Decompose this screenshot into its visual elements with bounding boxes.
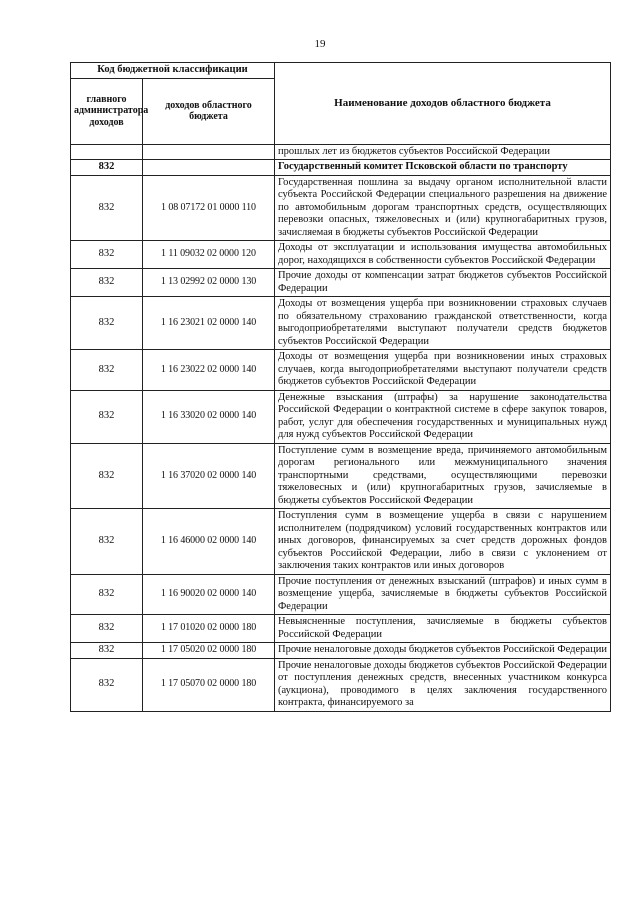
table-body (71, 144, 611, 711)
admin-code-cell: 832 (71, 643, 143, 659)
admin-code-cell: 832 (71, 160, 143, 176)
table-row (71, 269, 611, 297)
header-chief-administrator: главного администратора доходов (71, 78, 143, 144)
table-row (71, 160, 611, 176)
admin-code-cell: 832 (71, 509, 143, 575)
table-row (71, 175, 611, 241)
income-name-cell: Доходы от возмещения ущерба при возникновении иных страховых случаев, когда выгодоприобретателями выступают получатели средств бюджетов субъектов Российской Федерации (275, 350, 611, 391)
income-code-cell: 1 16 37020 02 0000 140 (143, 443, 275, 509)
income-code-cell: 1 16 46000 02 0000 140 (143, 509, 275, 575)
income-name-cell: Доходы от возмещения ущерба при возникновении страховых случаев по обязательному страхованию гражданской ответственности, когда выгодоприобретателями выступают получатели средств бюджетов субъектов Российской Федерации (275, 297, 611, 350)
admin-code-cell: 832 (71, 615, 143, 643)
income-code-cell (143, 144, 275, 160)
table-row (71, 297, 611, 350)
admin-code-cell: 832 (71, 574, 143, 615)
admin-code-cell: 832 (71, 297, 143, 350)
income-name-cell: Государственная пошлина за выдачу органом исполнительной власти субъекта Российской Федерации специального разрешения на движение по автомобильным дорогам транспортных средств, осуществляющих перевозки опасных, тяжеловесных и (или) крупногабаритных грузов, зачисляемая в бюджеты субъектов Российской Федерации (275, 175, 611, 241)
admin-code-cell: 832 (71, 241, 143, 269)
income-code-cell: 1 13 02992 02 0000 130 (143, 269, 275, 297)
income-name-cell: Доходы от эксплуатации и использования имущества автомобильных дорог, находящихся в собственности субъектов Российской Федерации (275, 241, 611, 269)
admin-code-cell: 832 (71, 175, 143, 241)
income-name-cell: Денежные взыскания (штрафы) за нарушение законодательства Российской Федерации о контрактной системе в сфере закупок товаров, работ, услуг для обеспечения государственных и муниципальных нужд для нужд субъектов Российской Федерации (275, 390, 611, 443)
income-code-cell: 1 16 23021 02 0000 140 (143, 297, 275, 350)
table-row (71, 658, 611, 711)
income-code-cell: 1 17 05070 02 0000 180 (143, 658, 275, 711)
admin-code-cell (71, 144, 143, 160)
income-code-cell: 1 16 33020 02 0000 140 (143, 390, 275, 443)
table-row (71, 643, 611, 659)
income-code-cell: 1 17 05020 02 0000 180 (143, 643, 275, 659)
income-name-cell: Прочие неналоговые доходы бюджетов субъектов Российской Федерации (275, 643, 611, 659)
table-row (71, 615, 611, 643)
income-name-cell: Невыясненные поступления, зачисляемые в бюджеты субъектов Российской Федерации (275, 615, 611, 643)
table-row (71, 509, 611, 575)
income-name-cell: Прочие поступления от денежных взысканий (штрафов) и иных сумм в возмещение ущерба, зачисляемые в бюджеты субъектов Российской Федерации (275, 574, 611, 615)
table-row (71, 574, 611, 615)
income-name-cell: прошлых лет из бюджетов субъектов Российской Федерации (275, 144, 611, 160)
table-row (71, 241, 611, 269)
income-name-cell: Поступление сумм в возмещение вреда, причиняемого автомобильным дорогам регионального или межмуниципального значения транспортными средствами, осуществляющими перевозки тяжеловесных и (или) крупногабаритных грузов, зачисляемые в бюджеты субъектов Российской Федерации (275, 443, 611, 509)
budget-classification-table (70, 62, 611, 712)
header-regional-income: доходов областного бюджета (143, 78, 275, 144)
header-budget-classification-code: Код бюджетной классификации (71, 63, 275, 79)
income-name-cell: Государственный комитет Псковской области по транспорту (275, 160, 611, 176)
admin-code-cell: 832 (71, 658, 143, 711)
table-row (71, 144, 611, 160)
income-name-cell: Поступления сумм в возмещение ущерба в связи с нарушением исполнителем (подрядчиком) условий государственных контрактов или иных договоров, финансируемых за счет средств дорожных фондов субъектов Российской Федерации, либо в связи с уклонением от заключения таких контрактов или иных договоров (275, 509, 611, 575)
table-row (71, 390, 611, 443)
income-name-cell: Прочие неналоговые доходы бюджетов субъектов Российской Федерации от поступления денежных средств, внесенных участником конкурса (аукциона), проводимого в целях заключения государственного контракта, финансируемого за (275, 658, 611, 711)
table-row (71, 350, 611, 391)
income-code-cell: 1 11 09032 02 0000 120 (143, 241, 275, 269)
income-code-cell: 1 16 90020 02 0000 140 (143, 574, 275, 615)
admin-code-cell: 832 (71, 350, 143, 391)
income-code-cell (143, 160, 275, 176)
admin-code-cell: 832 (71, 269, 143, 297)
income-code-cell: 1 17 01020 02 0000 180 (143, 615, 275, 643)
income-code-cell: 1 16 23022 02 0000 140 (143, 350, 275, 391)
income-code-cell: 1 08 07172 01 0000 110 (143, 175, 275, 241)
admin-code-cell: 832 (71, 443, 143, 509)
page-number: 19 (314, 38, 326, 50)
header-income-name: Наименование доходов областного бюджета (275, 63, 611, 145)
table-row (71, 443, 611, 509)
income-name-cell: Прочие доходы от компенсации затрат бюджетов субъектов Российской Федерации (275, 269, 611, 297)
admin-code-cell: 832 (71, 390, 143, 443)
